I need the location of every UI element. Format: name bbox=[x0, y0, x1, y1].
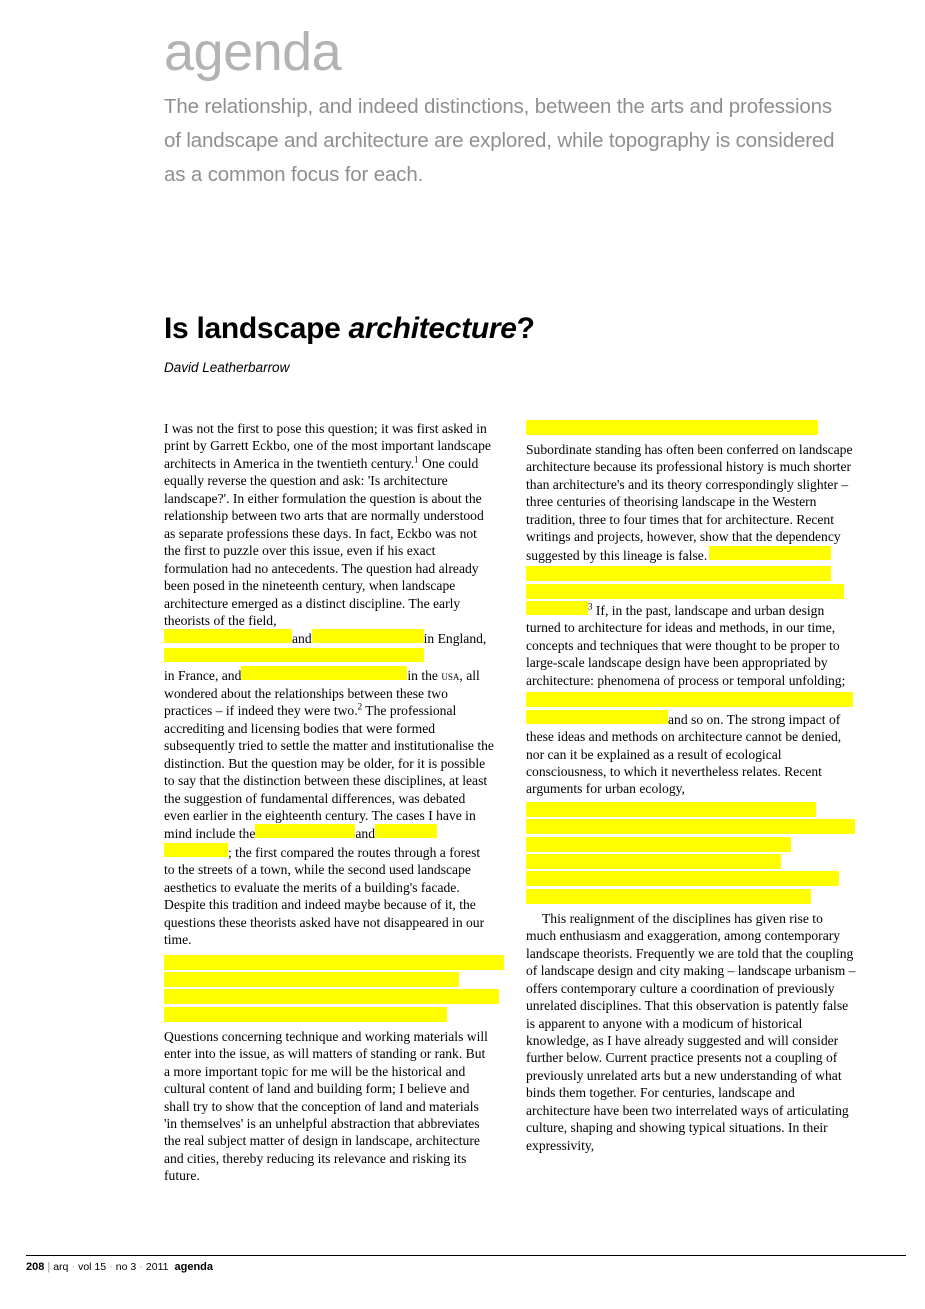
redaction-block bbox=[312, 629, 424, 643]
article-title-part2: ? bbox=[516, 312, 535, 345]
footer-section: agenda bbox=[174, 1261, 213, 1273]
body-text: Subordinate standing has often been conferred on landscape architecture because its professional history is much shorter than architecture's and its theory correspondingly slighter – three centuries of theorising landscape in the Western tradition, three to four times that for architecture. Recent writings and projects, however, show that the dependency suggested by this lineage is false. bbox=[526, 442, 853, 563]
article-title-italic: architecture bbox=[348, 312, 517, 345]
body-text: , all wondered about the relationships between these two practices – if indeed they were two. bbox=[164, 668, 480, 719]
paragraph bbox=[164, 420, 494, 629]
article-title-part1: Is landscape bbox=[164, 312, 349, 345]
body-text: ; the first compared the routes through a forest to the streets of a town, while the second used landscape aesthetics to evaluate the merits of a building's facade. Despite this tradition and indeed maybe because of it, the questions these theorists asked have not disappeared in our time. bbox=[164, 844, 485, 948]
footer-volume: vol 15 bbox=[78, 1261, 107, 1273]
footer-separator: · bbox=[71, 1261, 76, 1273]
body-text: in France, and bbox=[164, 668, 242, 684]
redaction-block bbox=[164, 648, 424, 662]
paragraph: This realignment of the disciplines has given rise to much enthusiasm and exaggeration, among contemporary landscape theorists. Frequently we are told that the coupling of landscape design and city making – landscape urbanism – offers contemporary culture a coordination of previously unrelated disciplines. That this observation is patently false is apparent to anyone with a modicum of historical knowledge, as I have already suggested and will consider further below. Current practice presents not a coupling of previously unrelated arts but a new understanding of what binds them together. For centuries, landscape and architecture have been two interrelated ways of articulating culture, shaping and showing typical situations. In their expressivity, bbox=[526, 910, 856, 1153]
masthead-strapline: The relationship, and indeed distinctions, between the arts and professions of landscape and architecture are explored, while topography is considered as a common focus for each. bbox=[164, 95, 835, 186]
redaction-line bbox=[526, 854, 781, 869]
paragraph: Questions concerning technique and working materials will enter into the issue, as will matters of standing or rank. But a more important topic for me will be the historical and cultural content of land and building form; I believe and shall try to show that the conception of land and materials 'in themselves' is an unhelpful abstraction that abbreviates the real subject matter of design in landscape, architecture and cities, thereby reducing its relevance and risking its future. bbox=[164, 1028, 488, 1184]
footer-separator: | bbox=[47, 1261, 51, 1273]
article-title bbox=[164, 312, 864, 346]
redaction-paragraph bbox=[526, 802, 856, 904]
paragraph bbox=[526, 601, 856, 689]
column-right bbox=[526, 420, 856, 1154]
article-author: David Leatherbarrow bbox=[164, 360, 290, 375]
redaction-block bbox=[164, 843, 228, 857]
redaction-block bbox=[526, 601, 588, 615]
body-text: If, in the past, landscape and urban design turned to architecture for ideas and methods, in our time, concepts and techniques that were thought to be proper to large-scale landscape design have been appropriated by architecture: phenomena of process or temporal unfolding; bbox=[526, 602, 846, 688]
masthead bbox=[164, 24, 864, 192]
redaction-line bbox=[526, 871, 839, 886]
footer-separator: · bbox=[109, 1261, 113, 1273]
redaction-line bbox=[526, 692, 853, 707]
redaction-line bbox=[164, 972, 459, 987]
body-text: The professional accrediting and licensing bodies that were formed subsequently tried to settle the matter and institutionalise the distinction. But the question may be older, for it is possible to say that the distinction between these disciplines, at least the suggestion of fundamental differences, was debated even earlier in the eighteenth century. The cases I have in mind include the bbox=[164, 703, 494, 842]
footer-year: 2011 bbox=[145, 1261, 169, 1273]
redaction-line bbox=[526, 837, 791, 852]
body-text: in England, bbox=[423, 631, 487, 647]
footer-page-number: 208 bbox=[26, 1261, 45, 1273]
redaction-line bbox=[526, 420, 818, 435]
masthead-title: agenda bbox=[164, 22, 342, 82]
body-text: and bbox=[355, 826, 376, 842]
redaction-paragraph bbox=[526, 420, 856, 435]
paragraph bbox=[526, 710, 856, 798]
paragraph bbox=[526, 441, 856, 564]
redaction-line bbox=[526, 566, 831, 581]
page-footer bbox=[26, 1255, 906, 1273]
body-text: and bbox=[292, 631, 312, 647]
footer-journal: arq bbox=[53, 1261, 69, 1273]
redaction-line bbox=[526, 819, 855, 834]
redaction-block bbox=[255, 824, 355, 838]
redaction-paragraph bbox=[164, 955, 494, 1022]
footer-issue: no 3 bbox=[115, 1261, 137, 1273]
footer-separator: · bbox=[139, 1261, 143, 1273]
redaction-block bbox=[526, 710, 668, 724]
redaction-line bbox=[526, 584, 844, 599]
footnote-marker-3: 3 bbox=[588, 601, 593, 612]
redaction-line bbox=[526, 802, 816, 817]
body-text-usa: usa bbox=[441, 668, 460, 684]
redaction-block bbox=[709, 546, 831, 560]
redaction-line bbox=[164, 989, 499, 1004]
body-text: in the bbox=[407, 668, 442, 684]
redaction-block bbox=[241, 666, 407, 680]
article-head bbox=[164, 312, 864, 375]
redaction-paragraph bbox=[526, 692, 856, 707]
body-text: I was not the first to pose this question; it was first asked in print by Garrett Eckbo, one of the most important landscape architects in America in the twentieth century. bbox=[164, 421, 491, 471]
footnote-marker-2: 2 bbox=[357, 701, 363, 712]
redaction-block bbox=[375, 824, 437, 838]
redaction-line bbox=[164, 1007, 447, 1022]
redaction-line bbox=[526, 889, 811, 904]
redaction-block bbox=[164, 629, 292, 643]
redaction-line bbox=[164, 955, 504, 970]
column-left bbox=[164, 420, 494, 1185]
body-text: and so on. The strong impact of these ideas and methods on architecture cannot be denied, nor can it be explained as a result of ecological consciousness, to which it nevertheless relates. Recent arguments for urban ecology, bbox=[526, 711, 842, 797]
footnote-marker-1: 1 bbox=[414, 454, 419, 465]
body-text: One could equally reverse the question and ask: 'Is architecture landscape?'. In either formulation the question is about the relationship between two arts that are normally understood as separate professions these days. In fact, Eckbo was not the first to puzzle over this issue, even if his exact formulation had no antecedents. The question had already been posed in the nineteenth century, when landscape architecture emerged as a distinct discipline. The early theorists of the field, bbox=[164, 455, 484, 628]
paragraph-redacted-run bbox=[164, 629, 494, 948]
redaction-paragraph bbox=[526, 566, 856, 598]
